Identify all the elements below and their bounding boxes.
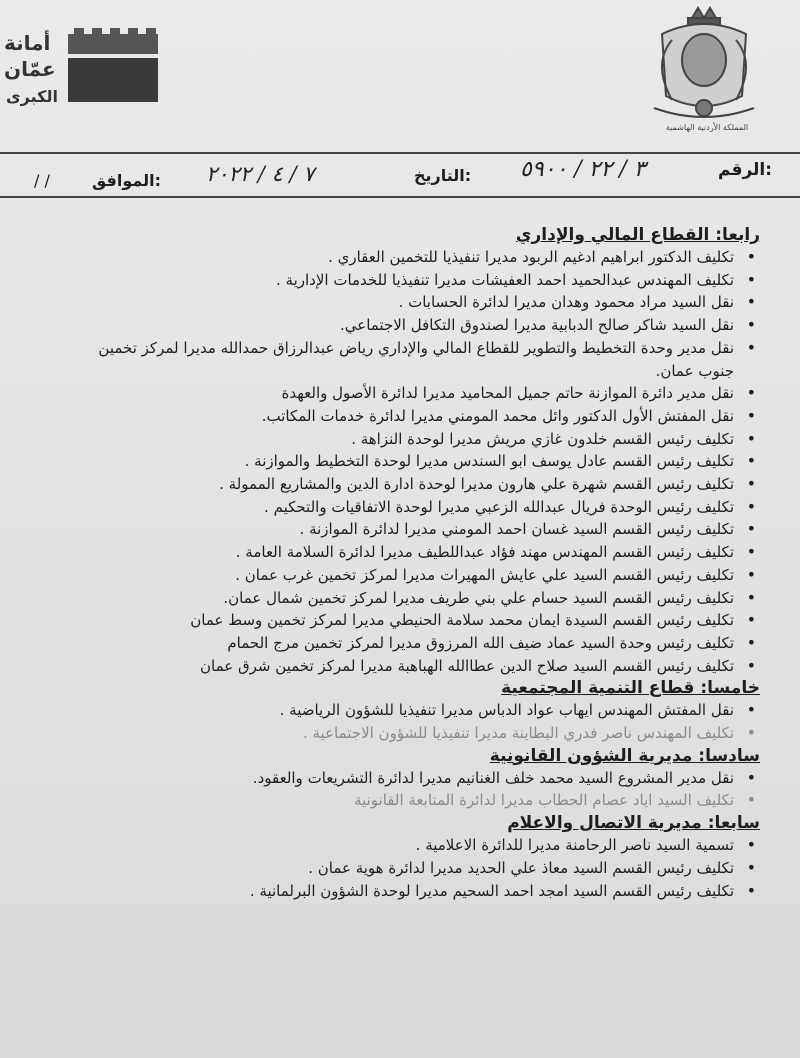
list-item: • نقل مدير المشروع السيد محمد خلف الغنانيم مديرا لدائرة التشريعات والعقود. bbox=[60, 767, 760, 790]
list-item: • نقل المفتش المهندس ايهاب عواد الدباس مديرا تنفيذيا للشؤون الرياضية . bbox=[60, 699, 760, 722]
ref-label: الرقم: bbox=[718, 160, 773, 180]
logo-text-line-3: الكبرى bbox=[6, 87, 58, 106]
list-item: • تكليف رئيس القسم السيد حسام علي بني طريف مديرا لمركز تخمين شمال عمان. bbox=[60, 587, 760, 610]
section-title-legal: سادسا: مديرية الشؤون القانونية bbox=[489, 745, 760, 766]
list-item: • تكليف رئيس القسم عادل يوسف ابو السندس مديرا لوحدة التخطيط والموازنة . bbox=[60, 450, 760, 473]
emblem-caption: المملكة الأردنية الهاشمية bbox=[665, 123, 749, 132]
section-list-legal bbox=[60, 767, 760, 812]
date-label: التاريخ: bbox=[414, 166, 472, 185]
jordan-emblem bbox=[632, 4, 782, 134]
list-item: • تكليف المهندس عبدالحميد احمد العفيشات مديرا تنفيذيا للخدمات الإدارية . bbox=[60, 269, 760, 292]
list-item: • تكليف الدكتور ابراهيم ادغيم الربود مديرا تنفيذيا للتخمين العقاري . bbox=[60, 246, 760, 269]
list-item: • تكليف رئيس القسم المهندس مهند فؤاد عبداللطيف مديرا لدائرة السلامة العامة . bbox=[60, 541, 760, 564]
corresponding-label: الموافق: bbox=[92, 171, 162, 190]
list-item: • تسمية السيد ناصر الرحامنة مديرا للدائرة الاعلامية . bbox=[60, 834, 760, 857]
reference-row bbox=[0, 152, 800, 198]
list-item: • تكليف رئيس الوحدة فريال عبدالله الزعبي مديرا لوحدة الاتفاقيات والتحكيم . bbox=[60, 496, 760, 519]
section-title-media: سابعا: مديرية الاتصال والاعلام bbox=[507, 813, 760, 834]
list-item: • تكليف رئيس القسم السيد علي عايش المهيرات مديرا لمركز تخمين غرب عمان . bbox=[60, 564, 760, 587]
list-item: • تكليف رئيس وحدة السيد عماد ضيف الله المرزوق مديرا لمركز تخمين مرج الحمام bbox=[60, 632, 760, 655]
list-item: • نقل مدير وحدة التخطيط والتطوير للقطاع المالي والإداري رياض عبدالرزاق حمدالله مديرا لمركز تخمين جنوب عمان. bbox=[60, 337, 760, 382]
document-body bbox=[60, 224, 760, 902]
list-item: • تكليف رئيس القسم السيدة ايمان محمد سلامة الحنيطي مديرا لمركز تخمين وسط عمان bbox=[60, 609, 760, 632]
list-item: • نقل السيد شاكر صالح الدبابية مديرا لصندوق التكافل الاجتماعي. bbox=[60, 314, 760, 337]
list-item: • تكليف رئيس القسم السيد غسان احمد المومني مديرا لدائرة الموازنة . bbox=[60, 518, 760, 541]
list-item: • نقل السيد مراد محمود وهدان مديرا لدائرة الحسابات . bbox=[60, 291, 760, 314]
list-item: • تكليف رئيس القسم السيد امجد احمد السحيم مديرا لوحدة الشؤون البرلمانية . bbox=[60, 880, 760, 903]
list-item: • تكليف رئيس القسم شهرة علي هارون مديرا لوحدة ادارة الدين والمشاريع الممولة . bbox=[60, 473, 760, 496]
section-title-community: خامسا: قطاع التنمية المجتمعية bbox=[501, 678, 760, 699]
list-item: • تكليف السيد اياد عصام الحطاب مديرا لدائرة المتابعة القانونية bbox=[60, 789, 760, 812]
logo-text-line-2: عمّان bbox=[4, 57, 56, 81]
list-item: • تكليف رئيس القسم السيد معاذ علي الحديد مديرا لدائرة هوية عمان . bbox=[60, 857, 760, 880]
list-item: • نقل المفتش الأول الدكتور وائل محمد المومني مديرا لدائرة خدمات المكاتب. bbox=[60, 405, 760, 428]
amman-municipality-logo bbox=[0, 28, 160, 118]
date-value: ٧ / ٤ / ٢٠٢٢ bbox=[206, 162, 315, 186]
list-item: • نقل مدير دائرة الموازنة حاتم جميل المحاميد مديرا لدائرة الأصول والعهدة bbox=[60, 382, 760, 405]
corresponding-value: / / bbox=[34, 171, 50, 190]
section-list-finance bbox=[60, 246, 760, 677]
list-item: • تكليف رئيس القسم السيد صلاح الدين عطاالله الهباهبة مديرا لمركز تخمين شرق عمان bbox=[60, 655, 760, 678]
section-title-finance: رابعا: القطاع المالي والإداري bbox=[515, 225, 760, 245]
ref-value: ٣ / ٢٢ / ٥٩٠٠ bbox=[520, 157, 646, 182]
logo-text-line-1: أمانة bbox=[4, 31, 51, 55]
section-list-community bbox=[60, 699, 760, 744]
list-item: • تكليف رئيس القسم خلدون غازي مريش مديرا لوحدة النزاهة . bbox=[60, 428, 760, 451]
section-list-media bbox=[60, 834, 760, 902]
list-item: • تكليف المهندس ناصر فدري البطاينة مديرا تنفيذيا للشؤون الاجتماعية . bbox=[60, 722, 760, 745]
